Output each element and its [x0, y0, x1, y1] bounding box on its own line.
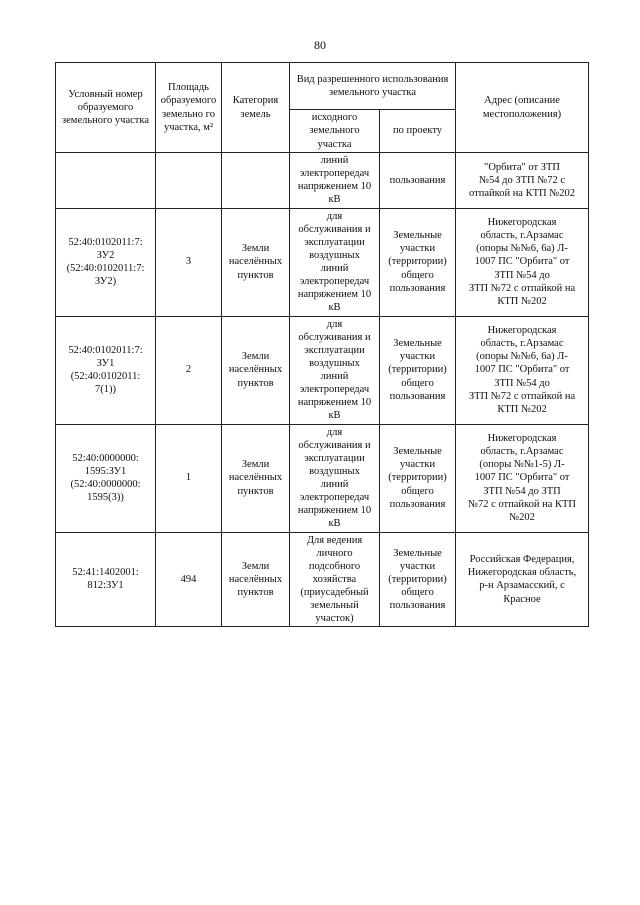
cell-use-project: Земельные участки (территории) общего пользования: [380, 532, 456, 627]
cell-address: "Орбита" от ЗТП №54 до ЗТП №72 с отпайкой на КТП №202: [456, 153, 589, 209]
cell-category: Земли населённых пунктов: [222, 532, 290, 627]
header-address: Адрес (описание местоположения): [456, 63, 589, 153]
land-plots-table: [55, 62, 589, 627]
cell-use-original: линий электропередач напряжением 10 кВ: [290, 153, 380, 209]
table-row: [56, 316, 589, 424]
cell-use-project: Земельные участки (территории) общего пользования: [380, 424, 456, 532]
table-row: [56, 532, 589, 627]
cell-area: 3: [156, 208, 222, 316]
cell-address: Нижегородская область, г.Арзамас (опоры №№6, 6а) Л- 1007 ПС "Орбита" от ЗТП №54 до ЗТП №72 с отпайкой на КТП №202: [456, 208, 589, 316]
header-area: Площадь образуемого земельно го участка, м²: [156, 63, 222, 153]
cell-use-original: для обслуживания и эксплуатации воздушных линий электропередач напряжением 10 кВ: [290, 316, 380, 424]
table-row: [56, 424, 589, 532]
cell-category: Земли населённых пунктов: [222, 424, 290, 532]
cell-use-project: Земельные участки (территории) общего пользования: [380, 208, 456, 316]
cell-category: [222, 153, 290, 209]
cell-area: 494: [156, 532, 222, 627]
header-permitted-use: Вид разрешенного использования земельного участка: [290, 63, 456, 110]
cell-category: Земли населённых пунктов: [222, 316, 290, 424]
cell-cadastral: 52:40:0000000: 1595:ЗУ1 (52:40:0000000: 1595(3)): [56, 424, 156, 532]
cell-cadastral: 52:41:1402001: 812:ЗУ1: [56, 532, 156, 627]
cell-address: Российская Федерация, Нижегородская область, р-н Арзамасский, с Красное: [456, 532, 589, 627]
cell-cadastral: 52:40:0102011:7: ЗУ2 (52:40:0102011:7: ЗУ2): [56, 208, 156, 316]
cell-area: 1: [156, 424, 222, 532]
page-number: 80: [314, 38, 326, 52]
cell-cadastral: 52:40:0102011:7: ЗУ1 (52:40:0102011: 7(1)): [56, 316, 156, 424]
cell-use-project: Земельные участки (территории) общего пользования: [380, 316, 456, 424]
header-use-project: по проекту: [380, 110, 456, 153]
cell-use-original: для обслуживания и эксплуатации воздушных линий электропередач напряжением 10 кВ: [290, 424, 380, 532]
table-row: [56, 208, 589, 316]
cell-area: [156, 153, 222, 209]
header-category: Категория земель: [222, 63, 290, 153]
cell-address: Нижегородская область, г.Арзамас (опоры №№6, 6а) Л- 1007 ПС "Орбита" от ЗТП №54 до ЗТП №72 с отпайкой на КТП №202: [456, 316, 589, 424]
cell-category: Земли населённых пунктов: [222, 208, 290, 316]
table-row: [56, 153, 589, 209]
cell-area: 2: [156, 316, 222, 424]
header-use-original: исходного земельного участка: [290, 110, 380, 153]
cell-use-original: Для ведения личного подсобного хозяйства (приусадебный земельный участок): [290, 532, 380, 627]
cell-use-project: пользования: [380, 153, 456, 209]
cell-use-original: для обслуживания и эксплуатации воздушных линий электропередач напряжением 10 кВ: [290, 208, 380, 316]
cell-cadastral: [56, 153, 156, 209]
header-cadastral-number: Условный номер образуемого земельного участка: [56, 63, 156, 153]
cell-address: Нижегородская область, г.Арзамас (опоры №№1-5) Л- 1007 ПС "Орбита" от ЗТП №54 до ЗТП №72 с отпайкой на КТП №202: [456, 424, 589, 532]
